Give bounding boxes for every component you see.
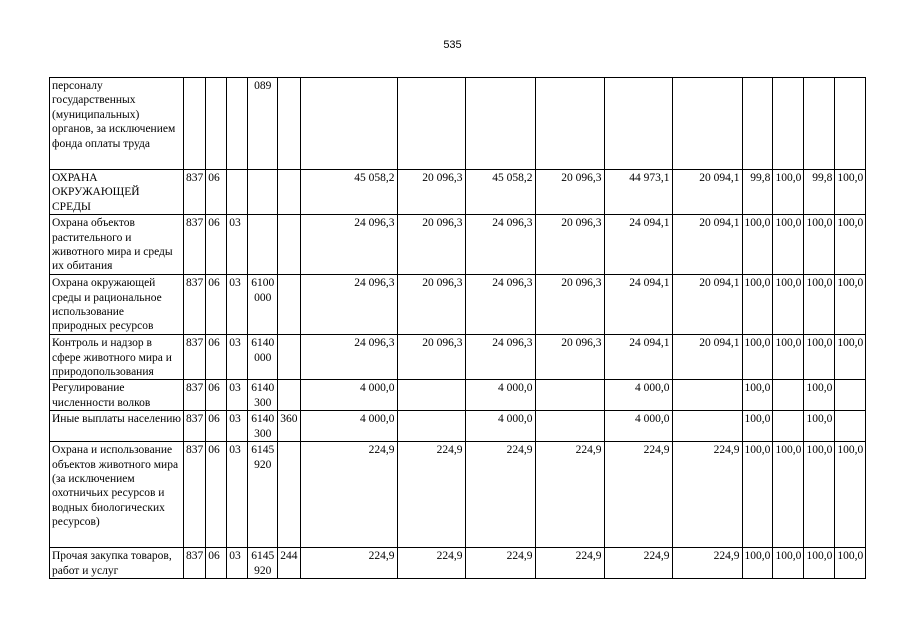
ministry-code-cell: 837 [184, 335, 206, 380]
value-cell [773, 78, 804, 170]
row-name-cell: Охрана и использование объектов животного мира (за исключением охотничьих ресурсов и водных биологических ресурсов) [50, 442, 184, 548]
value-cell: 24 096,3 [300, 335, 397, 380]
value-cell: 20 096,3 [397, 170, 465, 215]
subsection-code-cell: 03 [227, 215, 248, 275]
ministry-code-cell: 837 [184, 275, 206, 335]
expense-type-cell [278, 380, 300, 411]
value-cell [835, 411, 866, 442]
target-code-cell: 6140 300 [248, 380, 278, 411]
value-cell: 100,0 [773, 442, 804, 548]
subsection-code-cell: 03 [227, 275, 248, 335]
table-row [50, 335, 866, 380]
value-cell: 224,9 [604, 548, 672, 579]
target-code-cell [248, 170, 278, 215]
value-cell: 20 094,1 [672, 275, 742, 335]
value-cell: 24 096,3 [465, 335, 535, 380]
value-cell: 20 096,3 [397, 215, 465, 275]
value-cell [535, 411, 604, 442]
value-cell [604, 78, 672, 170]
page-number: 535 [443, 39, 462, 51]
row-name-cell: Регулирование численности волков [50, 380, 184, 411]
value-cell [397, 380, 465, 411]
value-cell: 4 000,0 [604, 411, 672, 442]
value-cell: 224,9 [672, 548, 742, 579]
value-cell: 224,9 [535, 548, 604, 579]
value-cell: 24 096,3 [300, 215, 397, 275]
table-body [50, 78, 866, 579]
target-code-cell: 6140 300 [248, 411, 278, 442]
table-row [50, 442, 866, 548]
value-cell: 24 096,3 [465, 215, 535, 275]
value-cell: 45 058,2 [300, 170, 397, 215]
value-cell: 20 096,3 [535, 170, 604, 215]
ministry-code-cell: 837 [184, 170, 206, 215]
value-cell: 100,0 [773, 275, 804, 335]
value-cell: 100,0 [742, 442, 773, 548]
table-row [50, 275, 866, 335]
value-cell: 4 000,0 [300, 380, 397, 411]
value-cell: 24 094,1 [604, 215, 672, 275]
expense-type-cell [278, 442, 300, 548]
subsection-code-cell [227, 170, 248, 215]
ministry-code-cell [184, 78, 206, 170]
target-code-cell: 089 [248, 78, 278, 170]
table-row [50, 215, 866, 275]
table-row [50, 411, 866, 442]
value-cell: 224,9 [535, 442, 604, 548]
ministry-code-cell: 837 [184, 548, 206, 579]
value-cell: 100,0 [773, 548, 804, 579]
value-cell: 100,0 [835, 442, 866, 548]
value-cell: 224,9 [604, 442, 672, 548]
target-code-cell [248, 215, 278, 275]
subsection-code-cell: 03 [227, 548, 248, 579]
value-cell: 100,0 [773, 335, 804, 380]
section-code-cell [206, 78, 227, 170]
value-cell: 4 000,0 [604, 380, 672, 411]
value-cell: 20 096,3 [535, 275, 604, 335]
value-cell: 99,8 [804, 170, 835, 215]
value-cell: 224,9 [397, 548, 465, 579]
subsection-code-cell: 03 [227, 411, 248, 442]
expense-type-cell [278, 215, 300, 275]
value-cell: 100,0 [835, 170, 866, 215]
section-code-cell: 06 [206, 275, 227, 335]
ministry-code-cell: 837 [184, 380, 206, 411]
value-cell: 20 094,1 [672, 335, 742, 380]
value-cell: 20 096,3 [397, 335, 465, 380]
value-cell: 20 094,1 [672, 215, 742, 275]
value-cell [535, 380, 604, 411]
value-cell [804, 78, 835, 170]
row-name-cell: Охрана окружающей среды и рациональное использование природных ресурсов [50, 275, 184, 335]
expense-type-cell: 244 [278, 548, 300, 579]
ministry-code-cell: 837 [184, 215, 206, 275]
row-name-cell: Прочая закупка товаров, работ и услуг [50, 548, 184, 579]
ministry-code-cell: 837 [184, 442, 206, 548]
table-row [50, 548, 866, 579]
row-name-cell: Охрана объектов растительного и животного мира и среды их обитания [50, 215, 184, 275]
value-cell: 100,0 [773, 170, 804, 215]
subsection-code-cell [227, 78, 248, 170]
section-code-cell: 06 [206, 215, 227, 275]
value-cell: 224,9 [465, 548, 535, 579]
section-code-cell: 06 [206, 548, 227, 579]
value-cell [672, 411, 742, 442]
value-cell [465, 78, 535, 170]
value-cell: 100,0 [742, 380, 773, 411]
value-cell: 100,0 [835, 215, 866, 275]
value-cell [397, 78, 465, 170]
value-cell [397, 411, 465, 442]
budget-table [49, 77, 866, 579]
value-cell: 45 058,2 [465, 170, 535, 215]
value-cell: 99,8 [742, 170, 773, 215]
value-cell: 24 094,1 [604, 275, 672, 335]
value-cell: 224,9 [672, 442, 742, 548]
value-cell: 100,0 [773, 215, 804, 275]
value-cell: 20 094,1 [672, 170, 742, 215]
subsection-code-cell: 03 [227, 335, 248, 380]
value-cell [773, 380, 804, 411]
value-cell [742, 78, 773, 170]
value-cell [300, 78, 397, 170]
value-cell [835, 380, 866, 411]
value-cell: 44 973,1 [604, 170, 672, 215]
value-cell: 100,0 [742, 275, 773, 335]
value-cell [773, 411, 804, 442]
table-row [50, 78, 866, 170]
table-row [50, 380, 866, 411]
value-cell: 100,0 [804, 335, 835, 380]
value-cell: 4 000,0 [300, 411, 397, 442]
value-cell: 100,0 [804, 442, 835, 548]
expense-type-cell [278, 170, 300, 215]
value-cell: 100,0 [804, 275, 835, 335]
value-cell: 4 000,0 [465, 380, 535, 411]
target-code-cell: 6100 000 [248, 275, 278, 335]
value-cell: 20 096,3 [397, 275, 465, 335]
expense-type-cell [278, 78, 300, 170]
value-cell: 24 096,3 [465, 275, 535, 335]
value-cell: 100,0 [835, 275, 866, 335]
expense-type-cell [278, 335, 300, 380]
section-code-cell: 06 [206, 170, 227, 215]
value-cell: 224,9 [397, 442, 465, 548]
section-code-cell: 06 [206, 335, 227, 380]
expense-type-cell [278, 275, 300, 335]
value-cell: 20 096,3 [535, 215, 604, 275]
row-name-cell: Иные выплаты населению [50, 411, 184, 442]
target-code-cell: 6145 920 [248, 442, 278, 548]
value-cell: 100,0 [804, 380, 835, 411]
value-cell [672, 380, 742, 411]
section-code-cell: 06 [206, 442, 227, 548]
subsection-code-cell: 03 [227, 442, 248, 548]
value-cell: 4 000,0 [465, 411, 535, 442]
expense-type-cell: 360 [278, 411, 300, 442]
value-cell: 100,0 [742, 548, 773, 579]
value-cell: 100,0 [804, 215, 835, 275]
value-cell: 20 096,3 [535, 335, 604, 380]
value-cell: 100,0 [835, 548, 866, 579]
value-cell [535, 78, 604, 170]
row-name-cell: персоналу государственных (муниципальных) органов, за исключением фонда оплаты труда [50, 78, 184, 170]
table-row [50, 170, 866, 215]
value-cell: 100,0 [742, 411, 773, 442]
value-cell [835, 78, 866, 170]
value-cell: 100,0 [742, 335, 773, 380]
value-cell: 100,0 [804, 411, 835, 442]
value-cell: 100,0 [835, 335, 866, 380]
value-cell: 24 094,1 [604, 335, 672, 380]
target-code-cell: 6140 000 [248, 335, 278, 380]
value-cell: 224,9 [300, 442, 397, 548]
row-name-cell: ОХРАНА ОКРУЖАЮЩЕЙ СРЕДЫ [50, 170, 184, 215]
value-cell: 224,9 [465, 442, 535, 548]
section-code-cell: 06 [206, 380, 227, 411]
value-cell: 100,0 [742, 215, 773, 275]
value-cell: 100,0 [804, 548, 835, 579]
value-cell: 224,9 [300, 548, 397, 579]
subsection-code-cell: 03 [227, 380, 248, 411]
value-cell [672, 78, 742, 170]
target-code-cell: 6145 920 [248, 548, 278, 579]
ministry-code-cell: 837 [184, 411, 206, 442]
value-cell: 24 096,3 [300, 275, 397, 335]
row-name-cell: Контроль и надзор в сфере животного мира и природопользования [50, 335, 184, 380]
section-code-cell: 06 [206, 411, 227, 442]
